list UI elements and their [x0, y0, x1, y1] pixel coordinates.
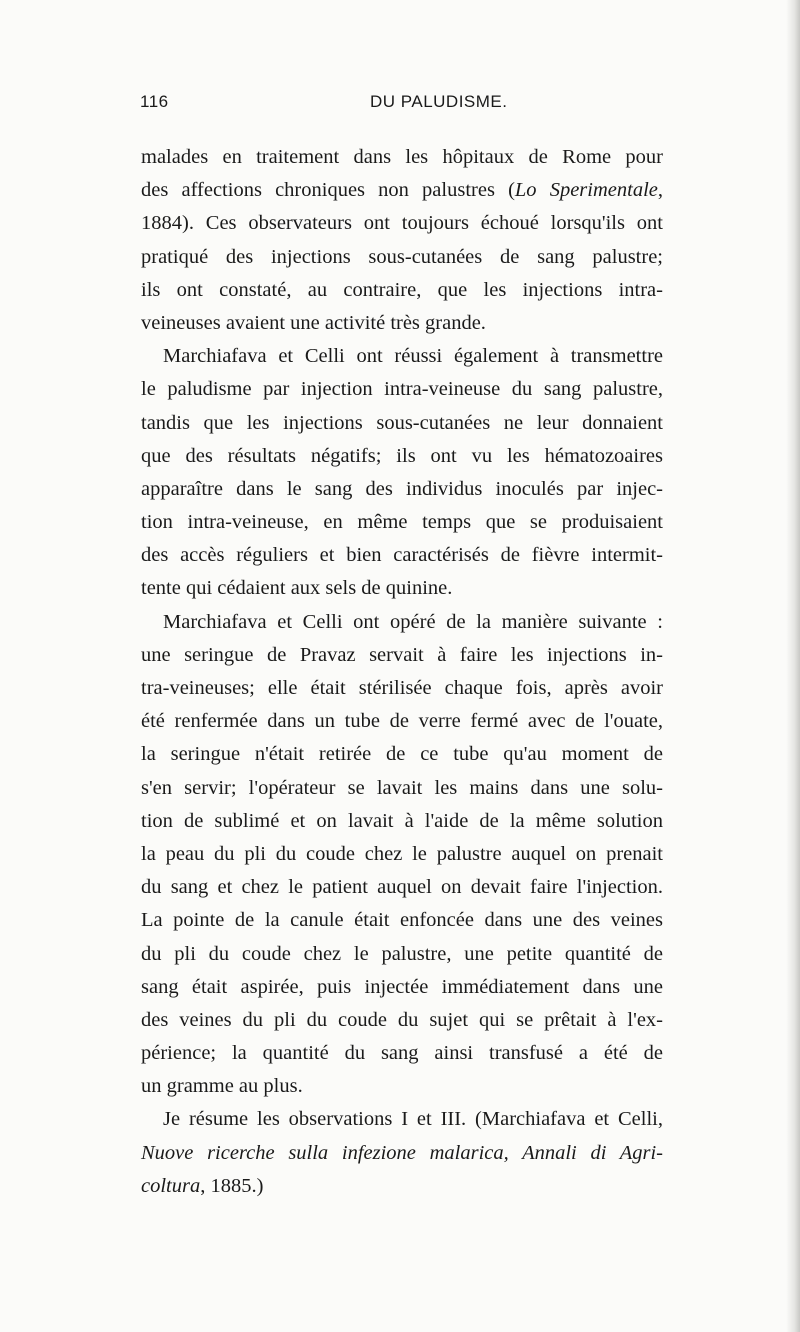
citation-title: Nuove ricerche sulla infezione malarica, Annali di Agri- [141, 1141, 663, 1164]
text-line: la peau du pli du coude chez le palustre auquel on prenait [141, 842, 663, 865]
text-line: du pli du coude chez le palustre, une petite quantité de [141, 942, 663, 965]
text-line: 1884). Ces observateurs ont toujours échoué lorsqu'ils ont [141, 212, 663, 235]
citation-title: coltura [141, 1174, 201, 1197]
text-line: pratiqué des injections sous-cutanées de sang palustre; [141, 245, 663, 268]
text-line: une seringue de Pravaz servait à faire les injections in- [141, 643, 663, 666]
text-line: un gramme au plus. [141, 1075, 303, 1098]
text-line: tente qui cédaient aux sels de quinine. [141, 577, 453, 600]
text-line: La pointe de la canule était enfoncée dans une des veines [141, 909, 663, 932]
text-line: tion intra-veineuse, en même temps que se produisaient [141, 511, 663, 534]
text-line: tra-veineuses; elle était stérilisée chaque fois, après avoir [141, 677, 663, 699]
text-line: des accès réguliers et bien caractérisés de fièvre intermit- [141, 544, 663, 567]
text-line: tandis que les injections sous-cutanées ne leur donnaient [141, 411, 663, 434]
text-line: coltura, 1885.) [141, 1174, 264, 1197]
text-line: Je résume les observations I et III. (Marchiafava et Celli, [163, 1108, 663, 1131]
text-line: des affections chroniques non palustres (Lo Sperimentale, [141, 179, 663, 202]
text-line: des veines du pli du coude du sujet qui se prêtait à l'ex- [141, 1008, 663, 1031]
running-head [140, 92, 662, 118]
text-line: apparaître dans le sang des individus inoculés par injec- [141, 477, 663, 500]
running-title: DU PALUDISME. [370, 92, 508, 111]
text-line: Marchiafava et Celli ont opéré de la manière suivante : [163, 610, 663, 633]
body-text [141, 141, 663, 1203]
text-line [141, 1137, 663, 1170]
text-line: malades en traitement dans les hôpitaux de Rome pour [141, 146, 663, 168]
text-line: ils ont constaté, au contraire, que les injections intra- [141, 278, 663, 301]
text-line: Marchiafava et Celli ont réussi également à transmettre [163, 345, 663, 368]
text-line: été renfermée dans un tube de verre fermé avec de l'ouate, [141, 710, 663, 733]
text-line: sang était aspirée, puis injectée immédiatement dans une [141, 975, 663, 998]
page-number: 116 [140, 92, 169, 111]
text-line: que des résultats négatifs; ils ont vu les hématozoaires [141, 444, 663, 467]
text-line: le paludisme par injection intra-veineuse du sang palustre, [141, 378, 663, 401]
text-line: tion de sublimé et on lavait à l'aide de la même solution [141, 809, 663, 832]
text-line: veineuses avaient une activité très grande. [141, 311, 486, 334]
text-line: du sang et chez le patient auquel on devait faire l'injection. [141, 876, 663, 899]
journal-title: Lo Sperimentale [514, 179, 658, 202]
text-line: s'en servir; l'opérateur se lavait les mains dans une solu- [141, 776, 663, 799]
text-line: la seringue n'était retirée de ce tube qu'au moment de [141, 743, 663, 766]
page-edge-shadow [786, 0, 800, 1332]
text-line: périence; la quantité du sang ainsi transfusé a été de [141, 1042, 663, 1065]
